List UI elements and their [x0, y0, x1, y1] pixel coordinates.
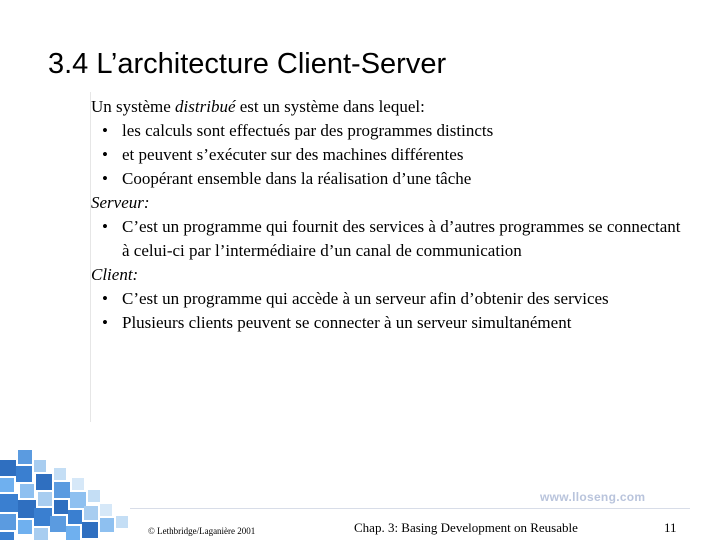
list-item: • C’est un programme qui accède à un serveur afin d’obtenir des services [91, 287, 691, 311]
intro-line [91, 95, 691, 119]
page-number: 11 [664, 520, 677, 535]
list-item: • les calculs sont effectués par des programmes distincts [91, 119, 691, 143]
mosaic-tiles [0, 450, 128, 540]
footer-chapter-title: Chap. 3: Basing Development on Reusable [354, 520, 578, 535]
list-item: • Coopérant ensemble dans la réalisation d’une tâche [91, 167, 691, 191]
intro-before: Un système [91, 97, 176, 116]
decorative-mosaic-logo [0, 420, 130, 540]
list-item: • C’est un programme qui fournit des services à d’autres programmes se connectant à celui-ci par l’intermédiaire d’un canal de communication [91, 215, 691, 263]
slide-title: 3.4 L’architecture Client-Server [48, 48, 447, 80]
footer-divider [130, 508, 690, 509]
server-bullet-list [91, 215, 691, 263]
client-heading: Client: [91, 265, 139, 284]
footer-copyright: © Lethbridge/Laganière 2001 [148, 526, 256, 536]
list-item: • et peuvent s’exécuter sur des machines différentes [91, 143, 691, 167]
intro-emphasis: distribué [175, 97, 236, 116]
website-watermark: www.lloseng.com [540, 490, 646, 504]
client-bullet-list [91, 287, 691, 335]
intro-after: est un système dans lequel: [235, 97, 425, 116]
slide-body [91, 95, 691, 335]
intro-bullet-list [91, 119, 691, 191]
server-heading: Serveur: [91, 193, 150, 212]
list-item: • Plusieurs clients peuvent se connecter à un serveur simultanément [91, 311, 691, 335]
